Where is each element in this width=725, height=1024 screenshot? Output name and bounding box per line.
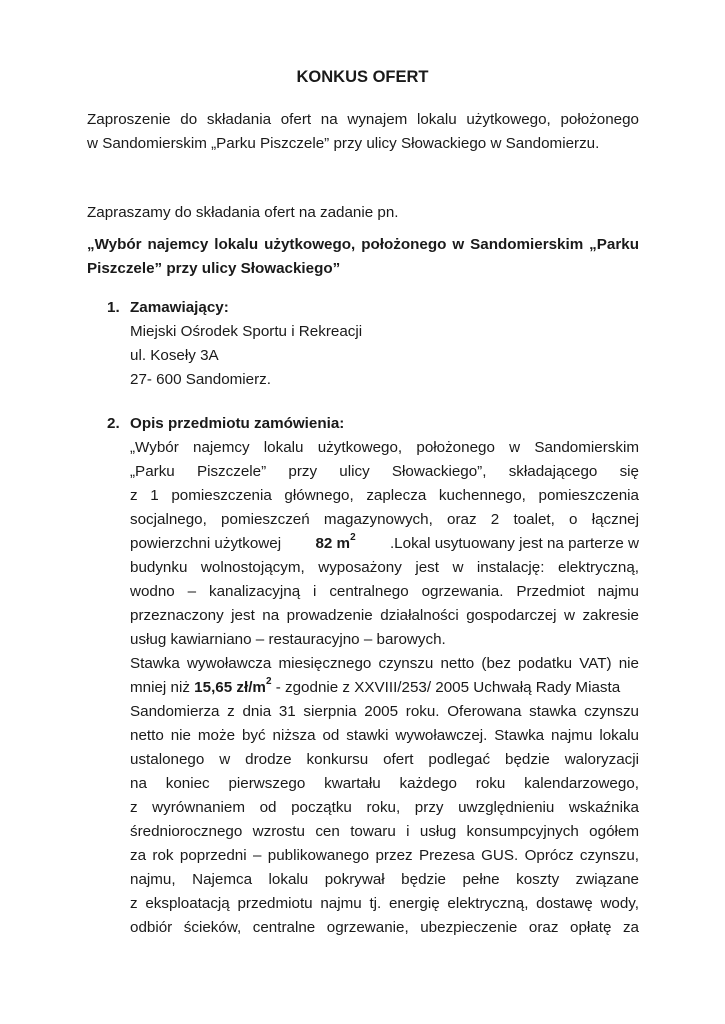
rate-text-line: średniorocznego wzrostu cen towaru i usług konsumpcyjnych ogółem — [130, 823, 639, 840]
intro-paragraph — [87, 108, 639, 156]
rate-text-line: Sandomierza z dnia 31 sierpnia 2005 roku. Oferowana stawka czynszu — [130, 703, 639, 720]
section2-heading: Opis przedmiotu zamówienia: — [130, 415, 345, 432]
rate-post: - zgodnie z XXVIII/253/ 2005 Uchwałą Rady Miasta — [275, 679, 621, 696]
description-line: „Parku Piszczele” przy ulicy Słowackiego”, składającego się — [130, 463, 639, 480]
intro-line: w Sandomierskim „Parku Piszczele” przy ulicy Słowackiego w Sandomierzu. — [87, 135, 600, 152]
orderer-city: 27- 600 Sandomierz. — [130, 371, 271, 388]
rate-line: Stawka wywoławcza miesięcznego czynszu netto (bez podatku VAT) nie — [130, 655, 639, 672]
document-title: KONKUS OFERT — [296, 68, 429, 86]
rate-text-line: z eksploatacją przedmiotu najmu tj. energię elektryczną, dostawę wody, — [130, 895, 639, 912]
orderer-street: ul. Koseły 3A — [130, 347, 219, 364]
description-line: usług kawiarniano – restauracyjno – barowych. — [130, 631, 446, 648]
description-line: wodno – kanalizacyjną i centralnego ogrzewania. Przedmiot najmu — [130, 583, 639, 600]
description-line: przeznaczony jest na prowadzenie działalności gospodarczej w zakresie — [130, 607, 639, 624]
invite-paragraph — [87, 201, 639, 225]
description-line: „Wybór najemcy lokalu użytkowego, położonego w Sandomierskim — [130, 439, 639, 456]
rate-text-line: najmu, Najemca lokalu pokrywał będzie pełne koszty związane — [130, 871, 639, 888]
section1-body — [130, 296, 639, 392]
section1-heading: Zamawiający: — [130, 299, 229, 316]
rate-text-line: ustalonego w drodze konkursu ofert podlegać będzie waloryzacji — [130, 751, 639, 768]
rate-value-line — [130, 676, 639, 700]
invite-line: Zapraszamy do składania ofert na zadanie pn. — [87, 204, 399, 221]
area-pre: powierzchni użytkowej — [130, 535, 282, 552]
rate-sup: 2 — [265, 675, 272, 687]
description-line: z 1 pomieszczenia głównego, zaplecza kuchennego, pomieszczenia — [130, 487, 639, 504]
task-title — [87, 233, 639, 281]
area-value-wrap — [315, 532, 355, 556]
orderer-name: Miejski Ośrodek Sportu i Rekreacji — [130, 323, 363, 340]
task-line: Piszczele” przy ulicy Słowackiego” — [87, 260, 341, 277]
section2-number: 2. — [107, 415, 120, 432]
intro-line: Zaproszenie do składania ofert na wynajem lokalu użytkowego, położonego — [87, 111, 639, 128]
rate-text-line: za rok poprzedni – publikowanego przez Prezesa GUS. Oprócz czynszu, — [130, 847, 639, 864]
rate-text-line: odbiór ścieków, centralne ogrzewanie, ubezpieczenie oraz opłatę za — [130, 919, 639, 936]
area-post: .Lokal usytuowany jest na parterze w — [389, 535, 639, 552]
area-line — [130, 532, 639, 556]
task-line: „Wybór najemcy lokalu użytkowego, położonego w Sandomierskim „Parku — [87, 236, 639, 253]
rate-text-line: na koniec pierwszego kwartału każdego roku kalendarzowego, — [130, 775, 639, 792]
description-line: budynku wolnostojącym, wyposażony jest w instalację: elektryczną, — [130, 559, 639, 576]
area-value: 82 m — [315, 535, 351, 552]
section1-number: 1. — [107, 299, 120, 316]
description-line: socjalnego, pomieszczeń magazynowych, oraz 2 toalet, o łącznej — [130, 511, 639, 528]
area-sup: 2 — [350, 531, 356, 543]
rate-value: 15,65 zł/m — [194, 679, 266, 696]
section2-body — [130, 412, 639, 940]
rate-text-line: z wyrównaniem od początku roku, przy uwzględnieniu wskaźnika — [130, 799, 639, 816]
rate-pre: mniej niż — [130, 679, 190, 696]
rate-text-line: netto nie może być niższa od stawki wywoławczej. Stawka najmu lokalu — [130, 727, 639, 744]
